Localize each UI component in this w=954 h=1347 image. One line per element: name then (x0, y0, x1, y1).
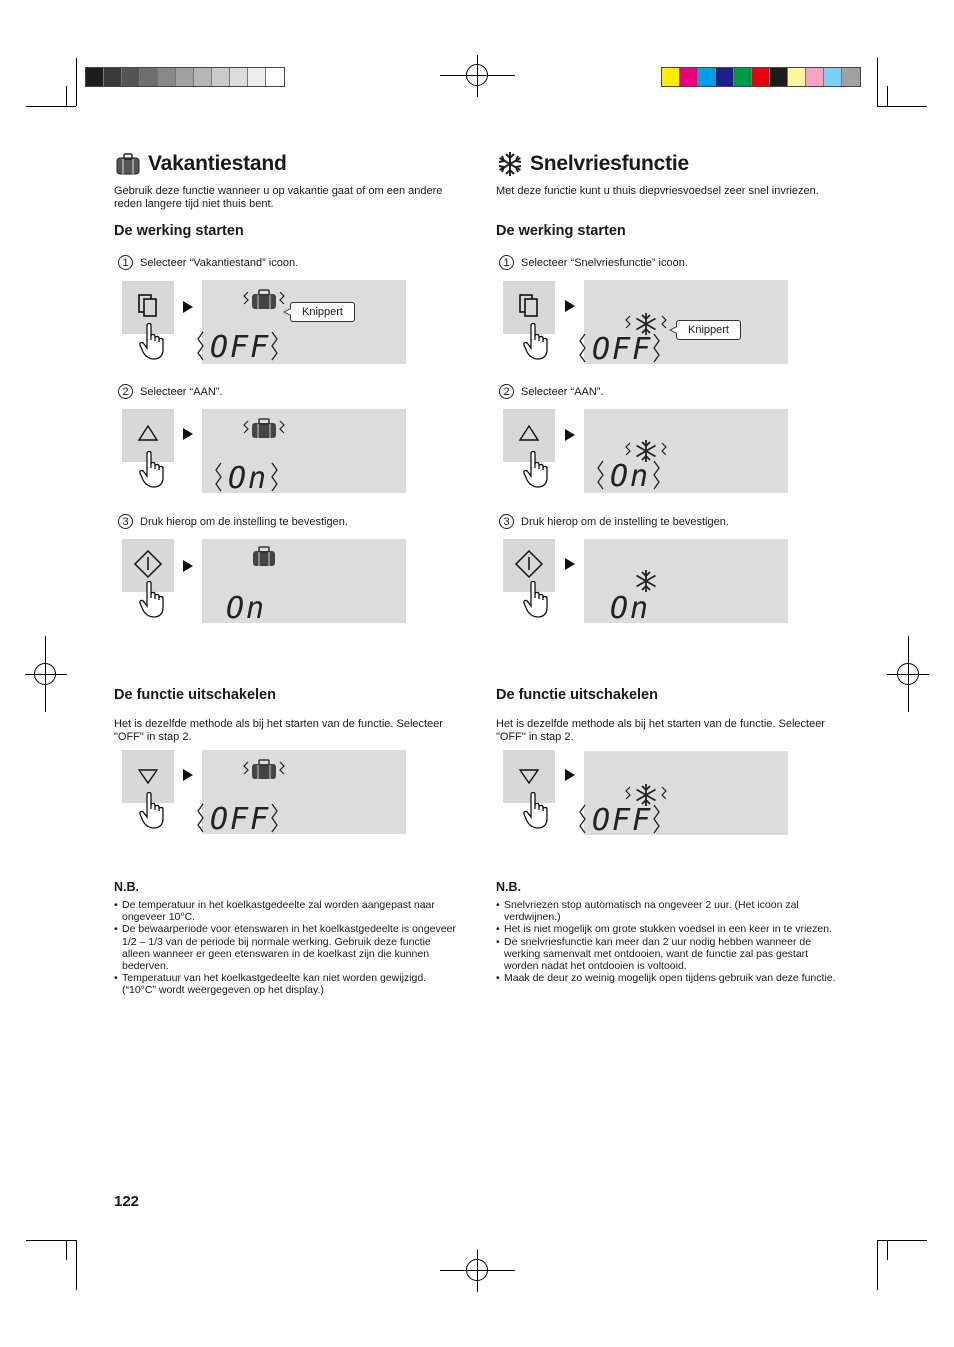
color-swatch (842, 68, 860, 86)
section-title-text: Vakantiestand (148, 152, 287, 175)
display-panel (584, 751, 788, 838)
gray-swatch (140, 68, 158, 86)
step-number: 2 (499, 384, 514, 399)
display-panel (202, 280, 406, 364)
color-swatch (734, 68, 752, 86)
gray-swatch (194, 68, 212, 86)
blink-callout: Knippert (290, 302, 355, 322)
segment-display (596, 455, 686, 495)
section-title-vakantiestand (114, 148, 287, 180)
arrow-icon (565, 429, 575, 441)
nb-item: • Het is niet mogelijk om grote stukken voedsel in een keer in te vriezen. (496, 923, 841, 935)
display-value: On (228, 461, 269, 496)
start-heading: De werking starten (114, 223, 244, 239)
step-text: Selecteer “AAN”. (140, 385, 223, 398)
blink-callout: Knippert (676, 320, 741, 340)
process-color-bar (661, 67, 861, 87)
step-2 (118, 384, 223, 399)
page-number: 122 (114, 1193, 140, 1210)
color-swatch (770, 68, 788, 86)
suitcase-icon (114, 152, 142, 176)
pointing-hand-icon (522, 322, 552, 362)
color-swatch (716, 68, 734, 86)
step-text: Selecteer “Snelvriesfunctie” icoon. (521, 256, 688, 269)
arrow-icon (183, 428, 193, 440)
display-panel (584, 539, 788, 626)
arrow-icon (183, 769, 193, 781)
pointing-hand-icon (522, 450, 552, 490)
gray-swatch (212, 68, 230, 86)
arrow-icon (565, 769, 575, 781)
suitcase-blink-icon (242, 756, 322, 782)
color-swatch (806, 68, 824, 86)
color-swatch (680, 68, 698, 86)
nb-item: • Temperatuur van het koelkastgedeelte kan niet worden gewijzigd. (“10°C” wordt weergegeven op het display.) (114, 972, 459, 996)
step-number: 3 (118, 514, 133, 529)
nb-title: N.B. (496, 880, 521, 894)
step-number: 1 (118, 255, 133, 270)
grayscale-color-bar (85, 67, 285, 87)
stop-heading: De functie uitschakelen (496, 687, 658, 703)
arrow-icon (183, 560, 193, 572)
pointing-hand-icon (138, 791, 168, 831)
arrow-icon (565, 300, 575, 312)
color-swatch (698, 68, 716, 86)
nb-title: N.B. (114, 880, 139, 894)
color-swatch (824, 68, 842, 86)
step-text: Selecteer “Vakantiestand” icoon. (140, 256, 299, 269)
stop-heading: De functie uitschakelen (114, 687, 276, 703)
step-number: 1 (499, 255, 514, 270)
display-panel (202, 750, 406, 837)
snowflake-icon (496, 150, 524, 178)
segment-display (216, 587, 286, 627)
gray-swatch (230, 68, 248, 86)
color-swatch (788, 68, 806, 86)
segment-display (196, 326, 286, 366)
display-value: OFF (592, 332, 653, 367)
color-swatch (752, 68, 770, 86)
nb-item: • Maak de deur zo weinig mogelijk open tijdens gebruik van deze functie. (496, 972, 841, 984)
gray-swatch (266, 68, 284, 86)
nb-list (496, 899, 841, 984)
step-number: 2 (118, 384, 133, 399)
step-3 (118, 514, 348, 529)
nb-item: • Snelvriezen stop automatisch na ongeveer 2 uur. (Het icoon zal verdwijnen.) (496, 899, 841, 923)
nb-list (114, 899, 459, 997)
display-panel (202, 539, 406, 626)
step-3 (499, 514, 729, 529)
display-value: On (610, 459, 651, 494)
color-swatch (662, 68, 680, 86)
gray-swatch (248, 68, 266, 86)
display-panel (202, 409, 406, 496)
gray-swatch (176, 68, 194, 86)
start-heading: De werking starten (496, 223, 626, 239)
pointing-hand-icon (138, 580, 168, 620)
suitcase-blink-icon (242, 415, 322, 441)
stop-text: Het is dezelfde methode als bij het starten van de functie. Selecteer "OFF" in stap 2. (496, 718, 825, 743)
pointing-hand-icon (138, 450, 168, 490)
step-text: Druk hierop om de instelling te bevestigen. (140, 515, 348, 528)
nb-item: • De bewaarperiode voor etenswaren in het koelkastgedeelte is ongeveer 1/2 – 1/3 van de periode bij normale werking. Gebruik deze functie alleen wanneer er geen etenswaren in de koelkast zijn die kunnen bederven. (114, 923, 459, 972)
display-value: OFF (210, 330, 271, 365)
step-number: 3 (499, 514, 514, 529)
step-1 (499, 255, 688, 270)
display-value: On (226, 591, 267, 626)
suitcase-icon (250, 545, 280, 569)
arrow-icon (183, 301, 193, 313)
segment-display (600, 587, 670, 627)
pointing-hand-icon (522, 580, 552, 620)
display-value: OFF (592, 803, 653, 838)
pointing-hand-icon (522, 791, 552, 831)
step-1 (118, 255, 298, 270)
segment-display (214, 457, 304, 497)
intro-text: Met deze functie kunt u thuis diepvriesvoedsel zeer snel invriezen. (496, 185, 819, 197)
gray-swatch (104, 68, 122, 86)
segment-display (196, 798, 286, 838)
stop-text: Het is dezelfde methode als bij het starten van de functie. Selecteer "OFF" in stap 2. (114, 718, 443, 743)
display-value: On (610, 591, 651, 626)
gray-swatch (122, 68, 140, 86)
pointing-hand-icon (138, 322, 168, 362)
nb-item: • De snelvriesfunctie kan meer dan 2 uur nodig hebben wanneer de werking samenvalt met ontdooien, want de functie zal pas gestart worden nadat het ontdooien is voltooid. (496, 936, 841, 973)
display-panel (584, 409, 788, 493)
display-value: OFF (210, 802, 271, 837)
gray-swatch (158, 68, 176, 86)
arrow-icon (565, 558, 575, 570)
nb-item: • De temperatuur in het koelkastgedeelte zal worden aangepast naar ongeveer 10°C. (114, 899, 459, 923)
gray-swatch (86, 68, 104, 86)
segment-display (578, 799, 668, 839)
section-title-snelvriesfunctie (496, 148, 689, 180)
step-2 (499, 384, 604, 399)
intro-text: Gebruik deze functie wanneer u op vakantie gaat of om een andere reden langere tijd niet thuis bent. (114, 185, 443, 210)
step-text: Selecteer “AAN”. (521, 385, 604, 398)
display-panel (584, 280, 788, 367)
segment-display (578, 328, 668, 368)
section-title-text: Snelvriesfunctie (530, 152, 690, 175)
step-text: Druk hierop om de instelling te bevestigen. (521, 515, 729, 528)
